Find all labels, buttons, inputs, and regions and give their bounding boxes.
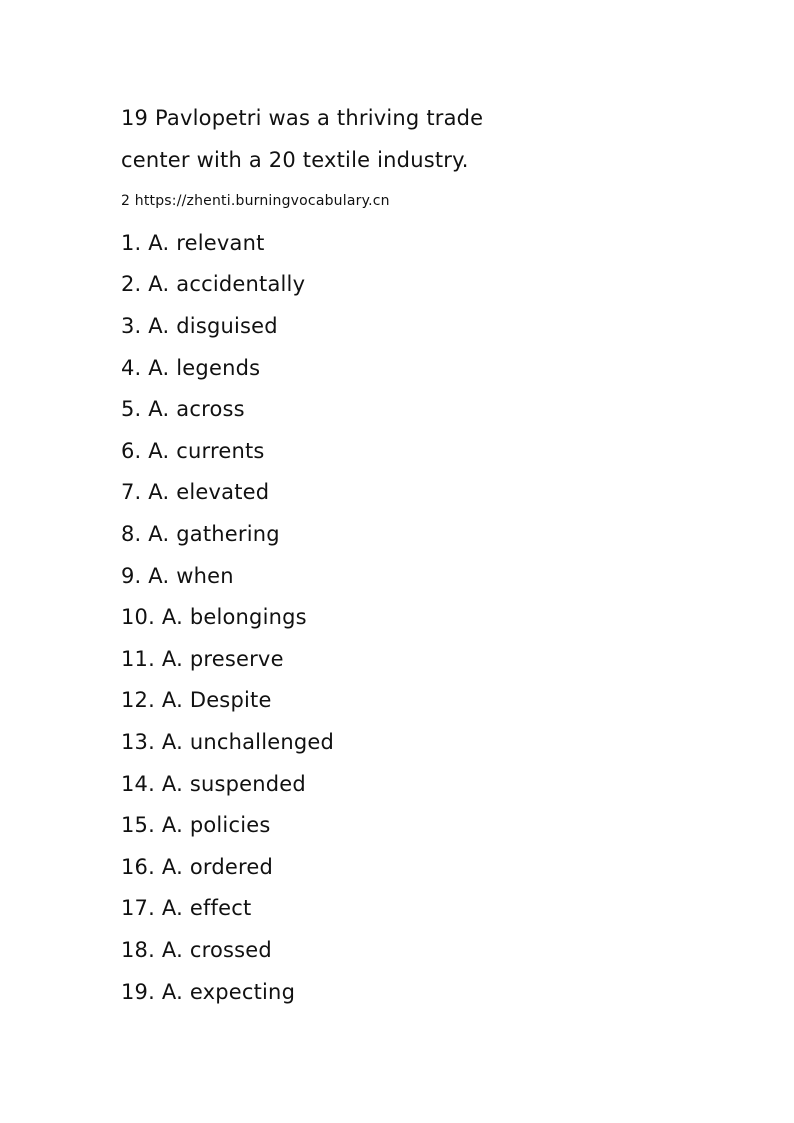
answer-item: 8. A. gathering bbox=[121, 522, 280, 546]
answer-item: 9. A. when bbox=[121, 564, 234, 588]
answer-item: 5. A. across bbox=[121, 397, 245, 421]
answer-item: 3. A. disguised bbox=[121, 314, 278, 338]
answer-item: 1. A. relevant bbox=[121, 231, 265, 255]
answer-item: 2. A. accidentally bbox=[121, 272, 306, 296]
answer-item: 17. A. effect bbox=[121, 896, 252, 920]
passage-line-1: 19 Pavlopetri was a thriving trade bbox=[121, 106, 484, 130]
answer-item: 14. A. suspended bbox=[121, 772, 306, 796]
answer-item: 10. A. belongings bbox=[121, 605, 307, 629]
answer-item: 7. A. elevated bbox=[121, 480, 270, 504]
passage-line-2: center with a 20 textile industry. bbox=[121, 148, 469, 172]
answer-item: 12. A. Despite bbox=[121, 688, 272, 712]
answer-item: 16. A. ordered bbox=[121, 855, 274, 879]
answer-item: 4. A. legends bbox=[121, 356, 261, 380]
answer-item: 11. A. preserve bbox=[121, 647, 284, 671]
answer-item: 19. A. expecting bbox=[121, 980, 296, 1004]
answer-item: 6. A. currents bbox=[121, 439, 265, 463]
answer-item: 18. A. crossed bbox=[121, 938, 272, 962]
answer-item: 13. A. unchallenged bbox=[121, 730, 335, 754]
source-url: 2 https://zhenti.burningvocabulary.cn bbox=[121, 193, 390, 209]
answer-item: 15. A. policies bbox=[121, 813, 271, 837]
